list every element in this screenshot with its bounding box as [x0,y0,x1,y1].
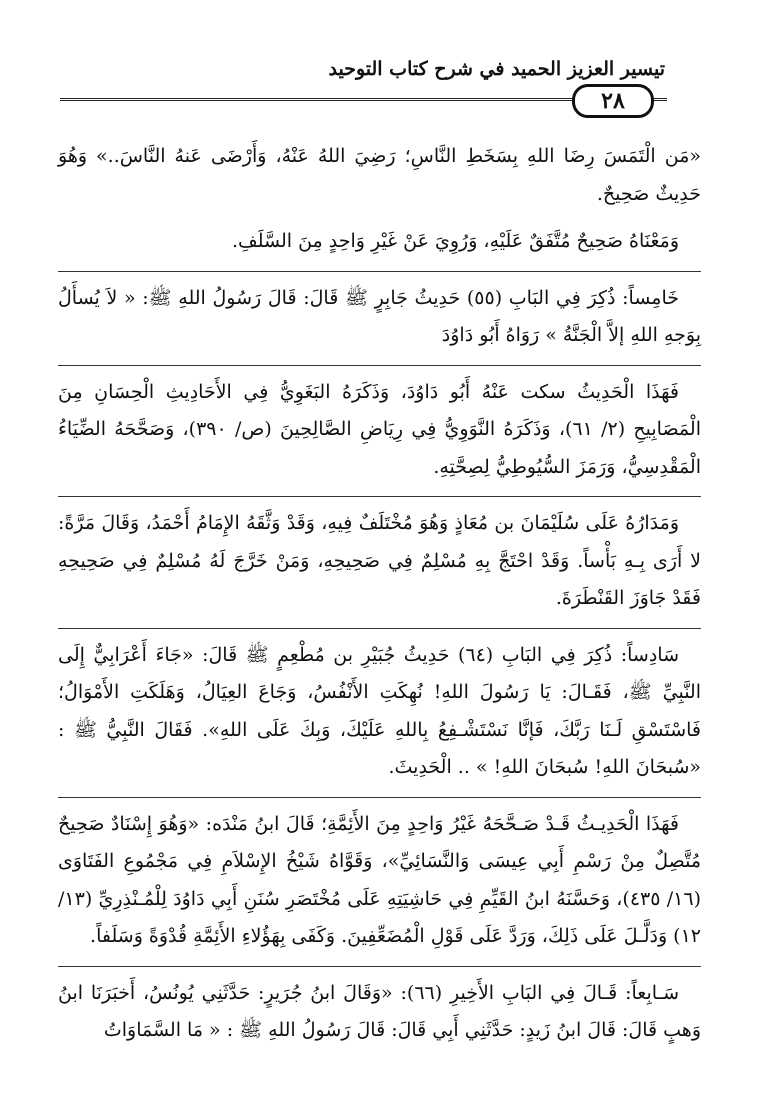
paragraph: وَمَعْنَاهُ صَحِيحٌ مُتَّفَقٌ عَلَيْهِ، وَرُوِيَ عَنْ غَيْرِ وَاحِدٍ مِنَ السَّلَفِ. [232,230,679,252]
paragraph: وَمَدَارُهُ عَلَى سُلَيْمَانَ بن مُعَاذٍ وَهُوَ مُخْتَلَفٌ فِيهِ، وَقَدْ وَثَّقَهُ الإِمَامُ أَحْمَدُ، وَقَالَ مَرَّةً: لا أَرَى بِـهِ بَأْساً. وَقَدْ احْتَجَّ بِهِ مُسْلِمٌ فِي صَحِيحِهِ، وَمَنْ خَرَّجَ لَهُ مُسْلِمٌ فِي صَحِيحِهِ فَقَدْ جَاوَزَ القَنْطَرَةَ. [58,512,701,609]
section-divider [58,271,701,272]
section-divider [58,496,701,497]
paragraph: فَهَذَا الْحَدِيـثُ قَـدْ صَـحَّحَهُ غَيْرُ وَاحِدٍ مِنَ الأَئِمَّةِ؛ قَالَ ابنُ مَنْدَه: «وَهُوَ إِسْنَادٌ صَحِيحٌ مُتَّصِلٌ مِنْ رَسْمِ أَبِي عِيسَى وَالنَّسَائِيِّ»، وَقَوَّاهُ شَيْخُ الإِسْلاَمِ فِي مَجْمُوعِ الفَتَاوَى (١٦/ ٤٣٥)، وَحَسَّنَهُ ابنُ القَيِّمِ فِي حَاشِيَتِهِ عَلَى مُخْتَصَرِ سُنَنِ أَبِي دَاوُدَ لِلْمُـنْذِرِيِّ (١٣/ ١٢) وَدَلَّـلَ عَلَى ذَلِكَ، وَرَدَّ عَلَى قَوْلِ الْمُضَعِّفِينَ. وَكَفَى بِهَؤُلاءِ الأَئِمَّةِ قُدْوَةً وَسَلَفاً. [58,812,701,947]
section-divider [58,797,701,798]
paragraph: «مَن الْتَمَسَ رِضَا اللهِ بِسَخَطِ النَّاسِ؛ رَضِيَ اللهُ عَنْهُ، وَأَرْضَى عَنهُ النَّاسَ..» وَهُوَ حَدِيثٌ صَحِيحٌ. [58,145,701,205]
section-divider [58,365,701,366]
section-divider [58,628,701,629]
section-divider [58,966,701,967]
paragraph: خَامِساً: ذُكِرَ فِي البَابِ (٥٥) حَدِيثُ جَابِرٍ ﷺ قَالَ: قَالَ رَسُولُ اللهِ ﷺ: « لاَ يُسأَلُ بِوَجهِ اللهِ إلاَّ الْجَنَّةُ » رَوَاهُ أَبُو دَاوُدَ [58,286,701,346]
running-header-title: تيسير العزيز الحميد في شرح كتاب التوحيد [328,58,665,80]
paragraph: فَهَذَا الْحَدِيثُ سكت عَنْهُ أَبُو دَاوُدَ، وَذَكَرَهُ البَغَوِيُّ فِي الأَحَادِيثِ الْحِسَانِ مِنَ الْمَصَابِيحِ (٢/ ٦١)، وَذَكَرَهُ النَّوَوِيُّ فِي رِيَاضِ الصَّالِحِينَ (ص/ ٣٩٠)، وَصَحَّحَهُ الضِّيَاءُ الْمَقْدِسِيُّ، وَرَمَزَ السُّيُوطِيُّ لِصِحَّتِهِ. [58,380,701,478]
page-number-badge: ٢٨ [572,84,654,118]
paragraph: سَـابِعاً: قَـالَ فِي البَابِ الأَخِيرِ (٦٦): «وَقَالَ ابنُ جُرَيرٍ: حَدَّثَنِي يُونُسُ، أَخبَرَنَا ابنُ وَهبٍ قَالَ: قَالَ ابنُ زَيدٍ: حَدَّثَنِي أَبِي قَالَ: قَالَ رَسُولُ اللهِ ﷺ : « مَا السَّمَاوَاتُ [58,981,701,1041]
paragraph: سَادِساً: ذُكِرَ فِي البَابِ (٦٤) حَدِيثُ جُبَيْرِ بن مُطْعِمٍ ﷺ قَالَ: «جَاءَ أَعْرَابِيٌّ إِلَى النَّبِيِّ ﷺ، فَقَـالَ: يَا رَسُولَ اللهِ! نُهِكَتِ الأَنْفُسُ، وَجَاعَ العِيَالُ، وَهَلَكَتِ الأَمْوَالُ؛ فَاسْتَسْقِ لَـنَا رَبَّكَ، فَإنَّا نَسْتَشْـفِعُ بِاللهِ عَلَيْكَ، وَبِكَ عَلَى اللهِ». فَقَالَ النَّبِيُّ ﷺ : «سُبحَانَ اللهِ! سُبحَانَ اللهِ! » .. الْحَدِيثَ. [58,643,701,778]
body-text [58,138,701,1060]
